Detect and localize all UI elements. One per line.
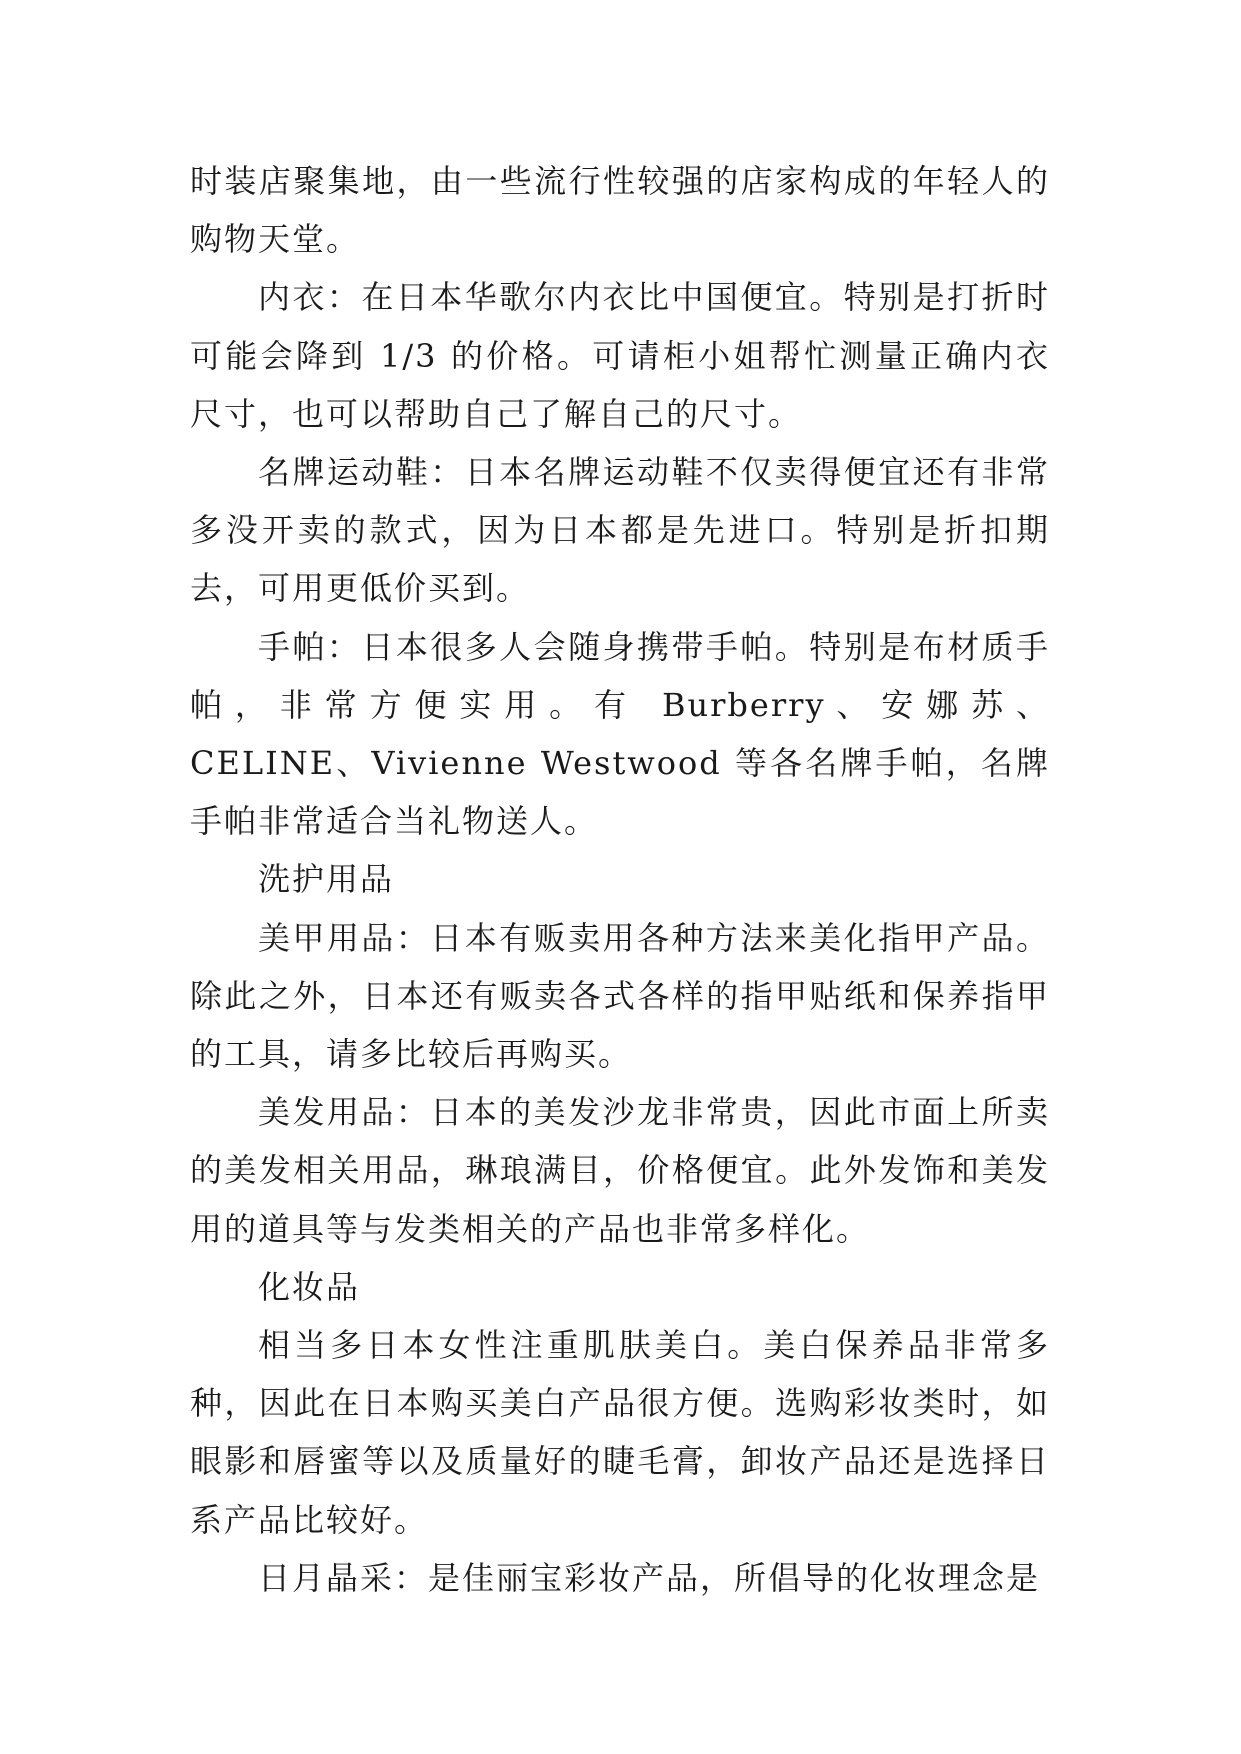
paragraph-nail-products: 美甲用品：日本有贩卖用各种方法来美化指甲产品。除此之外，日本还有贩卖各式各样的指甲贴纸和保养指甲的工具，请多比较后再购买。 — [190, 918, 1050, 1074]
paragraph-whitening: 相当多日本女性注重肌肤美白。美白保养品非常多种，因此在日本购买美白产品很方便。选购彩妆类时，如眼影和唇蜜等以及质量好的睫毛膏，卸妆产品还是选择日系产品比较好。 — [190, 1326, 1050, 1539]
paragraph-sneakers: 名牌运动鞋：日本名牌运动鞋不仅卖得便宜还有非常多没开卖的款式，因为日本都是先进口。特别是折扣期去，可用更低价买到。 — [190, 453, 1050, 608]
paragraph-shopping-district: 时装店聚集地，由一些流行性较强的店家构成的年轻人的购物天堂。 — [190, 162, 1050, 259]
heading-cosmetics: 化妆品 — [258, 1267, 361, 1306]
paragraph-underwear: 内衣：在日本华歌尔内衣比中国便宜。特别是打折时可能会降到 1/3 的价格。可请柜小姐帮忙测量正确内衣尺寸，也可以帮助自己了解自己的尺寸。 — [190, 278, 1050, 433]
heading-toiletries: 洗护用品 — [258, 860, 395, 899]
paragraph-kate: 日月晶采：是佳丽宝彩妆产品，所倡导的化妆理念是 — [258, 1558, 1041, 1597]
paragraph-handkerchief: 手帕：日本很多人会随身携带手帕。特别是布材质手帕，非常方便实用。有 Burberry、安娜苏、CELINE、Vivienne Westwood 等各名牌手帕，名牌手帕非常适合当礼物送人。 — [190, 627, 1050, 841]
paragraph-hair-products: 美发用品：日本的美发沙龙非常贵，因此市面上所卖的美发相关用品，琳琅满目，价格便宜。此外发饰和美发用的道具等与发类相关的产品也非常多样化。 — [190, 1093, 1050, 1248]
body-text — [190, 152, 1050, 1607]
